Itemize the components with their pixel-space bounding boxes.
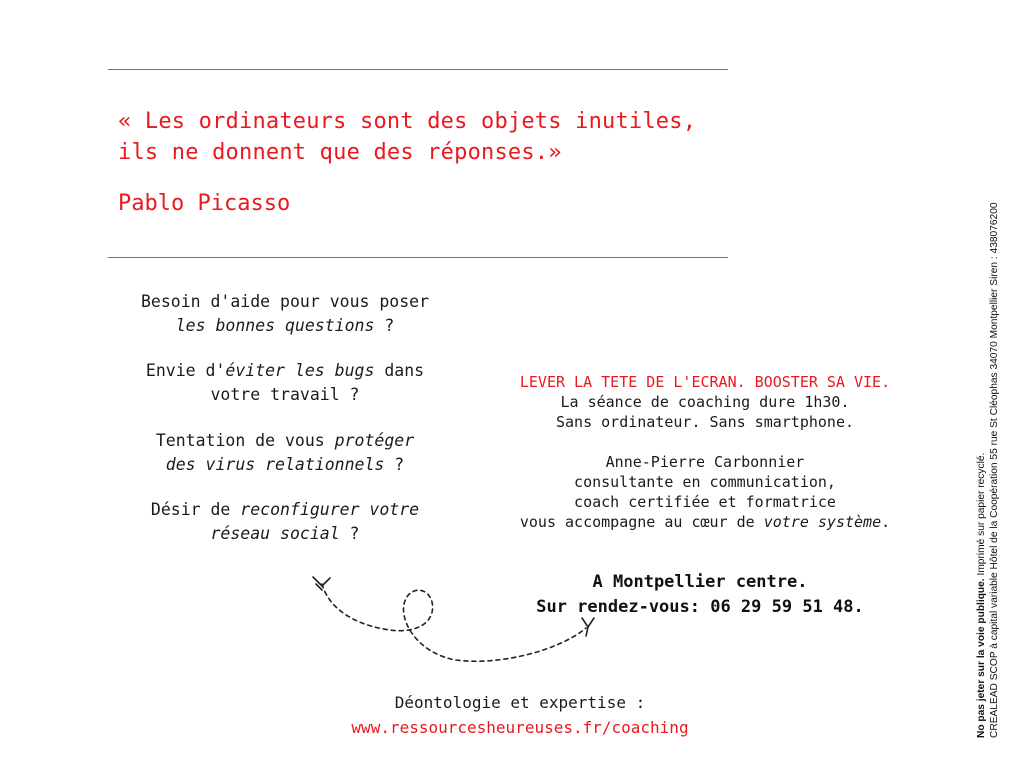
coach-name: Anne-Pierre Carbonnier <box>605 453 805 471</box>
location-city: A Montpellier centre. <box>592 572 808 592</box>
coach-role-2: coach certifiée et formatrice <box>574 493 836 511</box>
question-4-line-2: réseau social ? <box>210 523 360 543</box>
legal-sidebar <box>975 202 1001 738</box>
pitch-no-devices: Sans ordinateur. Sans smartphone. <box>555 413 854 431</box>
question-2-line-1: Envie d'éviter les bugs dans <box>145 361 425 380</box>
coach-accompaniment: vous accompagne au cœur de votre système. <box>519 513 891 531</box>
footer <box>300 690 740 740</box>
recycling-notice: No pas jeter sur la voie publique. Imprimé sur papier recyclé. <box>976 452 987 738</box>
question-2-line-2: votre travail ? <box>210 384 360 404</box>
footer-label: Déontologie et expertise : <box>394 693 646 712</box>
company-legal: CREALEAD SCOP à capital variable Hôtel de la Coopération 55 rue St Cléophas 34070 Montpellier Siren : 438076200 <box>989 202 1000 738</box>
question-3-line-2: des virus relationnels ? <box>165 454 405 474</box>
website-link[interactable]: www.ressourcesheureuses.fr/coaching <box>351 718 689 737</box>
question-4-line-1: Désir de reconfigurer votre <box>150 500 420 519</box>
appointment-phone[interactable]: Sur rendez-vous: 06 29 59 51 48. <box>536 597 864 617</box>
quote-author: Pablo Picasso <box>118 191 291 216</box>
question-1-line-2: les bonnes questions ? <box>175 315 395 335</box>
pitch-headline: LEVER LA TETE DE L'ECRAN. BOOSTER SA VIE. <box>519 373 891 391</box>
coach-role-1: consultante en communication, <box>574 473 836 491</box>
quote-line-2: ils ne donnent que des réponses.» <box>118 140 562 165</box>
question-3-line-1: Tentation de vous protéger <box>155 431 415 450</box>
quote-line-1: « Les ordinateurs sont des objets inutiles, <box>118 109 697 134</box>
pitch-duration: La séance de coaching dure 1h30. <box>560 393 850 411</box>
question-1-line-1: Besoin d'aide pour vous poser <box>140 292 430 311</box>
